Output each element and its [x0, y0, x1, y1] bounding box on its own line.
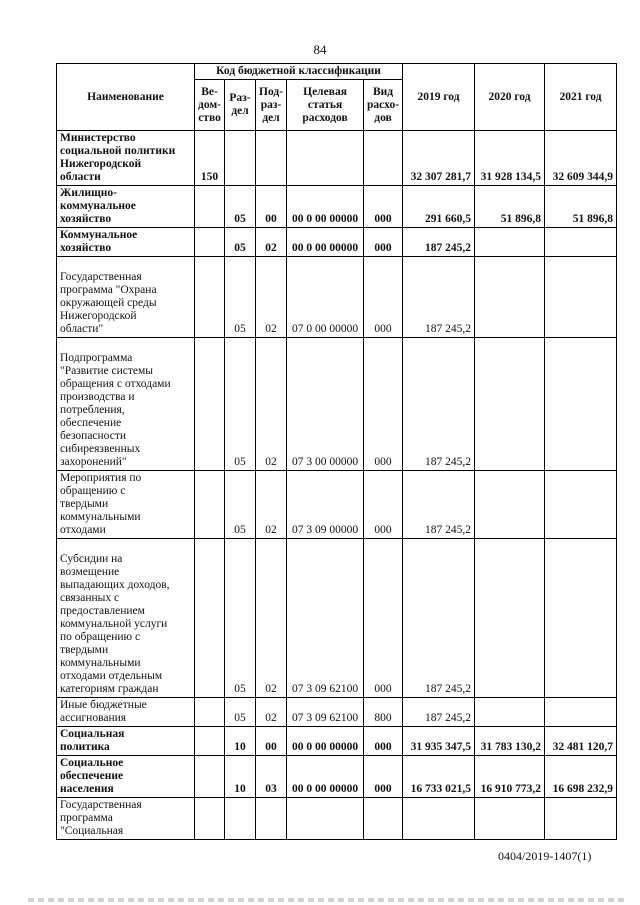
- row-amount-2021: [545, 338, 617, 471]
- row-target-item: 00 0 00 00000: [287, 186, 364, 228]
- row-target-item: [287, 798, 364, 840]
- row-amount-2021: [545, 471, 617, 539]
- row-amount-2019: 187 245,2: [403, 471, 475, 539]
- row-department: [195, 186, 225, 228]
- table-row: [57, 727, 617, 756]
- row-name: Мероприятия по обращению с твердыми коммунальными отходами: [57, 471, 195, 539]
- row-section: 05: [225, 698, 256, 727]
- row-amount-2021: [545, 228, 617, 257]
- row-name: Министерство социальной политики Нижегородской области: [57, 131, 195, 186]
- row-amount-2020: [475, 257, 545, 338]
- row-target-item: 07 3 00 00000: [287, 338, 364, 471]
- row-amount-2021: [545, 798, 617, 840]
- row-expense-type: 000: [364, 228, 403, 257]
- row-expense-type: 000: [364, 539, 403, 698]
- row-section: 10: [225, 756, 256, 798]
- row-amount-2020: [475, 338, 545, 471]
- table-row: [57, 338, 617, 471]
- row-subsection: 02: [256, 539, 287, 698]
- row-subsection: [256, 131, 287, 186]
- row-amount-2021: 32 481 120,7: [545, 727, 617, 756]
- row-section: 05: [225, 338, 256, 471]
- header-expense-type: Вид расхо- дов: [364, 80, 403, 131]
- row-expense-type: [364, 131, 403, 186]
- row-department: [195, 798, 225, 840]
- table-row: [57, 131, 617, 186]
- row-subsection: 02: [256, 228, 287, 257]
- row-subsection: [256, 798, 287, 840]
- row-amount-2021: 16 698 232,9: [545, 756, 617, 798]
- row-subsection: 00: [256, 727, 287, 756]
- row-department: [195, 698, 225, 727]
- row-department: [195, 727, 225, 756]
- row-amount-2019: 31 935 347,5: [403, 727, 475, 756]
- table-row: [57, 186, 617, 228]
- table-row: [57, 228, 617, 257]
- row-name: Жилищно- коммунальное хозяйство: [57, 186, 195, 228]
- row-subsection: 02: [256, 471, 287, 539]
- row-amount-2019: 187 245,2: [403, 539, 475, 698]
- row-name: Социальная политика: [57, 727, 195, 756]
- row-section: 05: [225, 186, 256, 228]
- table-row: [57, 798, 617, 840]
- row-name: Государственная программа "Охрана окружающей среды Нижегородской области": [57, 257, 195, 338]
- row-expense-type: 000: [364, 756, 403, 798]
- budget-table: [56, 63, 617, 840]
- row-amount-2020: 16 910 773,2: [475, 756, 545, 798]
- row-subsection: 03: [256, 756, 287, 798]
- row-department: [195, 539, 225, 698]
- row-name: Иные бюджетные ассигнования: [57, 698, 195, 727]
- row-amount-2019: 187 245,2: [403, 257, 475, 338]
- row-amount-2020: 31 783 130,2: [475, 727, 545, 756]
- row-amount-2019: 16 733 021,5: [403, 756, 475, 798]
- table-row: [57, 756, 617, 798]
- row-amount-2019: 187 245,2: [403, 698, 475, 727]
- header-section: Раз- дел: [225, 80, 256, 131]
- row-department: [195, 756, 225, 798]
- row-section: 05: [225, 471, 256, 539]
- table-row: [57, 471, 617, 539]
- row-amount-2020: [475, 539, 545, 698]
- document-code: 0404/2019-1407(1): [498, 849, 592, 863]
- row-department: 150: [195, 131, 225, 186]
- row-target-item: 07 0 00 00000: [287, 257, 364, 338]
- row-amount-2020: [475, 698, 545, 727]
- row-amount-2021: [545, 257, 617, 338]
- table-row: [57, 698, 617, 727]
- row-amount-2019: 187 245,2: [403, 338, 475, 471]
- row-amount-2020: [475, 798, 545, 840]
- row-name: Субсидии на возмещение выпадающих доходов, связанных с предоставлением коммунальной услуги по обращению с твердыми коммунальными отходами отдельным категориям граждан: [57, 539, 195, 698]
- page-number: 84: [313, 42, 327, 57]
- row-section: 05: [225, 539, 256, 698]
- row-department: [195, 338, 225, 471]
- row-name: Подпрограмма "Развитие системы обращения с отходами производства и потребления, обеспечение безопасности сибиреязвенных захоронений": [57, 338, 195, 471]
- row-target-item: 07 3 09 62100: [287, 539, 364, 698]
- table-row: [57, 539, 617, 698]
- row-expense-type: 000: [364, 727, 403, 756]
- header-2021: 2021 год: [545, 64, 617, 131]
- row-subsection: 00: [256, 186, 287, 228]
- header-classification-group: Код бюджетной классификации: [195, 64, 403, 80]
- row-target-item: [287, 131, 364, 186]
- header-name: Наименование: [57, 64, 195, 131]
- row-amount-2021: 51 896,8: [545, 186, 617, 228]
- row-target-item: 07 3 09 00000: [287, 471, 364, 539]
- row-amount-2021: 32 609 344,9: [545, 131, 617, 186]
- row-expense-type: 800: [364, 698, 403, 727]
- row-section: [225, 798, 256, 840]
- scan-artifact-line: [28, 898, 628, 902]
- row-expense-type: [364, 798, 403, 840]
- row-amount-2020: [475, 471, 545, 539]
- row-section: 10: [225, 727, 256, 756]
- row-expense-type: 000: [364, 257, 403, 338]
- table-row: [57, 257, 617, 338]
- row-amount-2019: 291 660,5: [403, 186, 475, 228]
- row-department: [195, 228, 225, 257]
- row-section: 05: [225, 228, 256, 257]
- row-subsection: 02: [256, 338, 287, 471]
- row-department: [195, 471, 225, 539]
- row-name: Социальное обеспечение населения: [57, 756, 195, 798]
- row-section: [225, 131, 256, 186]
- row-amount-2019: 187 245,2: [403, 228, 475, 257]
- row-expense-type: 000: [364, 186, 403, 228]
- row-amount-2020: 31 928 134,5: [475, 131, 545, 186]
- row-target-item: 07 3 09 62100: [287, 698, 364, 727]
- header-target-item: Целевая статья расходов: [287, 80, 364, 131]
- row-amount-2020: [475, 228, 545, 257]
- row-expense-type: 000: [364, 338, 403, 471]
- header-2019: 2019 год: [403, 64, 475, 131]
- row-subsection: 02: [256, 257, 287, 338]
- row-department: [195, 257, 225, 338]
- header-department: Ве- дом- ство: [195, 80, 225, 131]
- row-name: Государственная программа "Социальная: [57, 798, 195, 840]
- row-amount-2019: [403, 798, 475, 840]
- row-amount-2020: 51 896,8: [475, 186, 545, 228]
- row-expense-type: 000: [364, 471, 403, 539]
- row-amount-2021: [545, 539, 617, 698]
- row-target-item: 00 0 00 00000: [287, 727, 364, 756]
- row-target-item: 00 0 00 00000: [287, 228, 364, 257]
- row-name: Коммунальное хозяйство: [57, 228, 195, 257]
- row-amount-2021: [545, 698, 617, 727]
- row-subsection: 02: [256, 698, 287, 727]
- header-subsection: Под- раз- дел: [256, 80, 287, 131]
- header-2020: 2020 год: [475, 64, 545, 131]
- row-amount-2019: 32 307 281,7: [403, 131, 475, 186]
- row-section: 05: [225, 257, 256, 338]
- row-target-item: 00 0 00 00000: [287, 756, 364, 798]
